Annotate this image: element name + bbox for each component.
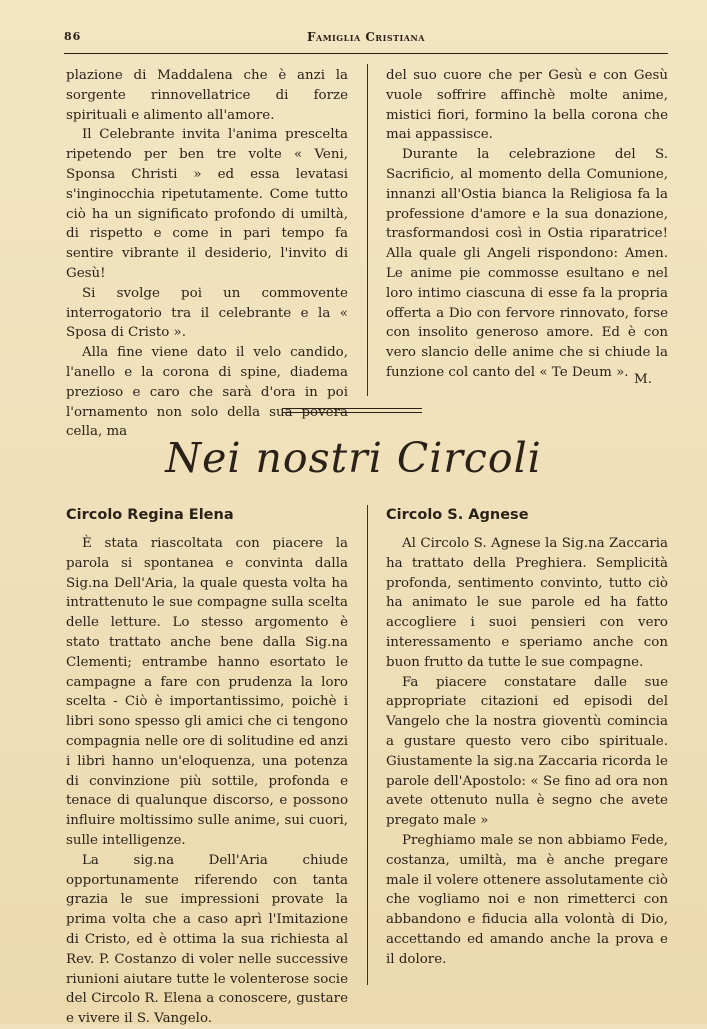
article-column-left <box>66 66 348 442</box>
circle-report-left <box>66 534 348 1029</box>
paragraph: Fa piacere constatare dalle sue appropriate citazioni ed episodi del Vangelo che la nostra gioventù comincia a gustare questo vero cibo spirituale. Giustamente la sig.na Zaccaria ricorda le parole dell'Apostolo: « Se fino ad ora non avete ottenuto nulla è segno che avete pregato male » <box>386 674 668 829</box>
paragraph: Durante la celebrazione del S. Sacrificio, al momento della Comunione, innanzi all'Ostia bianca la Religiosa fa la professione d'amore e la sua donazione, trasformandosi così in Ostia riparatrice! Alla quale gli Angeli rispondono: Amen. Le anime pie commosse esultano e nel loro intimo ciascuna di esse fa la propria offerta a Dio con fervore rinnovato, forse con insolito generoso amore. Ed è con vero slancio delle anime che si chiude la funzione col canto del « Te Deum ». <box>386 147 668 380</box>
paragraph: del suo cuore che per Gesù e con Gesù vuole soffrire affinchè molte anime, mistici fiori, formino la bella corona che mai appassisce. <box>386 68 668 143</box>
circle-heading-s-agnese: Circolo S. Agnese <box>386 507 529 523</box>
column-divider <box>367 64 368 396</box>
author-signature: M. <box>634 372 652 387</box>
page-header <box>64 30 668 50</box>
header-rule <box>64 53 668 54</box>
circle-heading-regina-elena: Circolo Regina Elena <box>66 507 234 523</box>
paragraph: È stata riascoltata con piacere la parola si spontanea e convinta dalla Sig.na Dell'Aria, la quale questa volta ha intrattenuto le sue compagne sulla scelta delle letture. Lo stesso argomento è stato trattato anche bene dalla Sig.na Clementi; entrambe hanno esortato le campagne a fare con prudenza la loro scelta - Ciò è importantissimo, poichè i libri sono spesso gli amici che ci tengono compagnia nelle ore di solitudine ed anzi i libri hanno un'eloquenza, una potenza di convinzione più sottile, profonda e tenace di qualunque discorso, e possono influire moltissimo sulle anime, sui cuori, sulle intelligenze. <box>66 536 348 848</box>
page-number: 86 <box>64 30 82 43</box>
paragraph: Il Celebrante invita l'anima prescelta ripetendo per ben tre volte « Veni, Sponsa Christi » ed essa levatasi s'inginocchia ripetutamente. Come tutto ciò ha un significato profondo di umiltà, di rispetto e come in pari tempo fa sentire vibrante il desiderio, l'invito di Gesù! <box>66 127 348 281</box>
paragraph: Si svolge poi un commovente interrogatorio tra il celebrante e la « Sposa di Cristo ». <box>66 285 348 341</box>
paragraph: Alla fine viene dato il velo candido, l'anello e la corona di spine, diadema prezioso e caro che sarà d'ora in poi l'ornamento non solo della sua povera cella, ma <box>66 345 348 440</box>
circle-report-right <box>386 534 668 970</box>
paragraph: La sig.na Dell'Aria chiude opportunamente riferendo con tanta grazia le sue impressioni provate la prima volta che a caso aprì l'Imitazione di Cristo, ed è ottima la sua richiesta al Rev. P. Costanzo di voler nelle successive riunioni aiutare tutte le volenterose socie del Circolo R. Elena a conoscere, gustare e vivere il S. Vangelo. <box>66 852 348 1027</box>
paragraph: plazione di Maddalena che è anzi la sorgente rinnovellatrice di forze spirituali e alimento all'amore. <box>66 68 348 123</box>
paragraph: Preghiamo male se non abbiamo Fede, costanza, umiltà, ma è anche pregare male il volere ottenere assolutamente ciò che vogliamo noi e non rimetterci con abbandono e fiducia alla volontà di Dio, accettando ed amando anche la prova e il dolore. <box>386 832 668 967</box>
paragraph: Al Circolo S. Agnese la Sig.na Zaccaria ha trattato della Preghiera. Semplicità profonda, sentimento convinto, tutto ciò ha animato le sue parole ed ha fatto accogliere i suoi pensieri con vero interessamento e speriamo anche con buon frutto da tutte le sue compagne. <box>386 536 668 670</box>
section-separator <box>282 408 422 413</box>
article-column-right <box>386 66 668 383</box>
section-title: Nei nostri Circoli <box>165 434 542 482</box>
running-title: Famiglia Cristiana <box>306 30 426 44</box>
column-divider <box>367 505 368 985</box>
